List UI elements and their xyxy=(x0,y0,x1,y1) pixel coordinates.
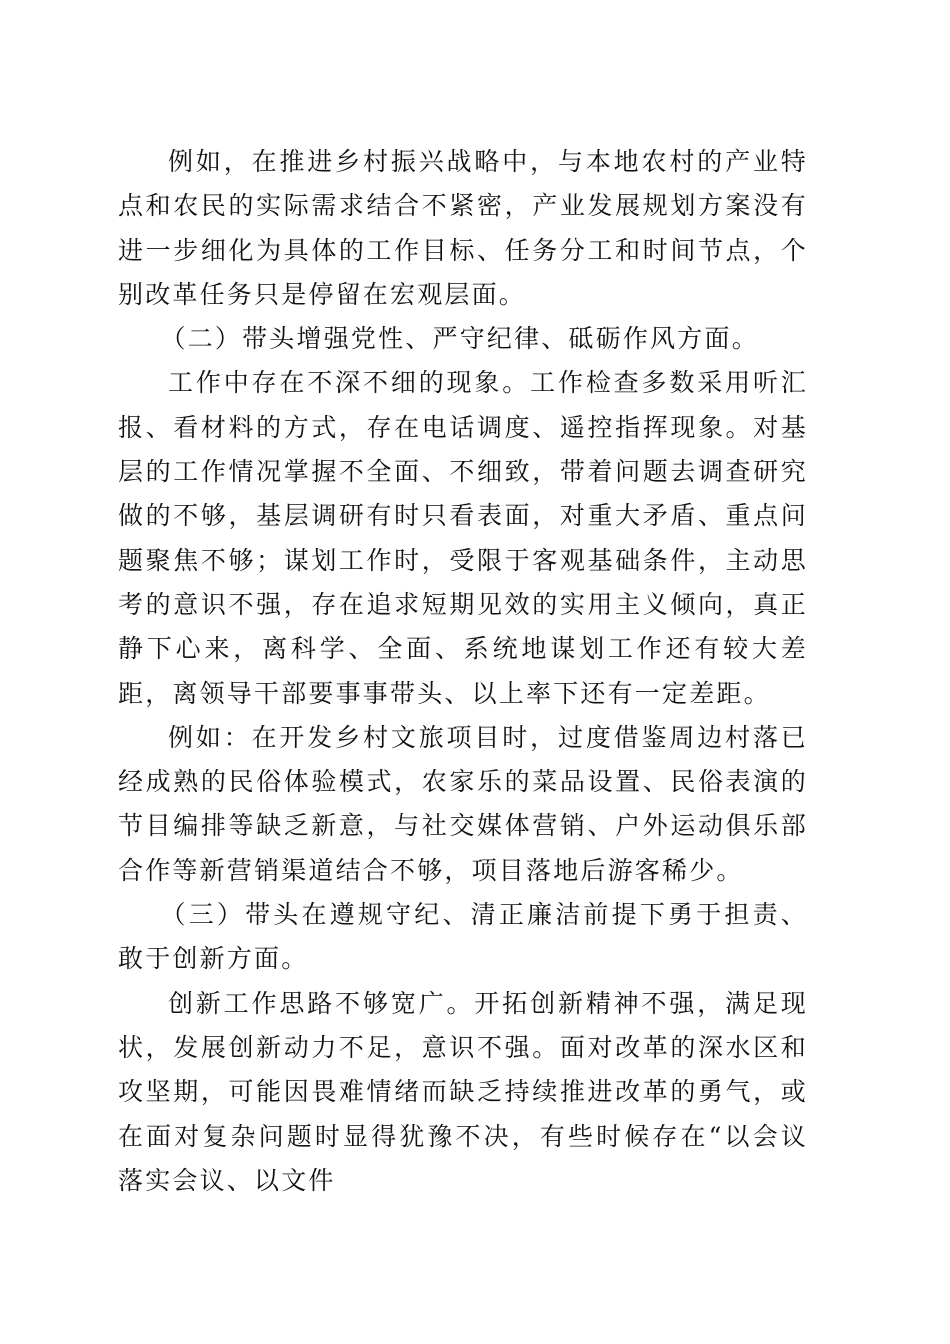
paragraph-innovation: 创新工作思路不够宽广。开拓创新精神不强，满足现状，发展创新动力不足，意识不强。面对改革的深水区和攻坚期，可能因畏难情绪而缺乏持续推进改革的勇气，或在面对复杂问题时显得犹豫不决，有些时候存在“以会议落实会议、以文件 xyxy=(118,988,808,1195)
paragraph-example-cultural-tourism: 例如：在开发乡村文旅项目时，过度借鉴周边村落已经成熟的民俗体验模式，农家乐的菜品设置、民俗表演的节目编排等缺乏新意，与社交媒体营销、户外运动俱乐部合作等新营销渠道结合不够，项目落地后游客稀少。 xyxy=(118,722,808,885)
paragraph-work-not-deep: 工作中存在不深不细的现象。工作检查多数采用听汇报、看材料的方式，存在电话调度、遥控指挥现象。对基层的工作情况掌握不全面、不细致，带着问题去调查研究做的不够，基层调研有时只看表面，对重大矛盾、重点问题聚焦不够；谋划工作时，受限于客观基础条件，主动思考的意识不强，存在追求短期见效的实用主义倾向，真正静下心来，离科学、全面、系统地谋划工作还有较大差距，离领导干部要事事带头、以上率下还有一定差距。 xyxy=(118,368,808,708)
document-body xyxy=(118,140,808,1203)
section-heading-3: （三）带头在遵规守纪、清正廉洁前提下勇于担责、敢于创新方面。 xyxy=(118,900,808,974)
section-heading-2: （二）带头增强党性、严守纪律、砥砺作风方面。 xyxy=(160,324,759,354)
paragraph-example-rural-revitalization: 例如，在推进乡村振兴战略中，与本地农村的产业特点和农民的实际需求结合不紧密，产业发展规划方案没有进一步细化为具体的工作目标、任务分工和时间节点，个别改革任务只是停留在宏观层面。 xyxy=(118,147,808,309)
